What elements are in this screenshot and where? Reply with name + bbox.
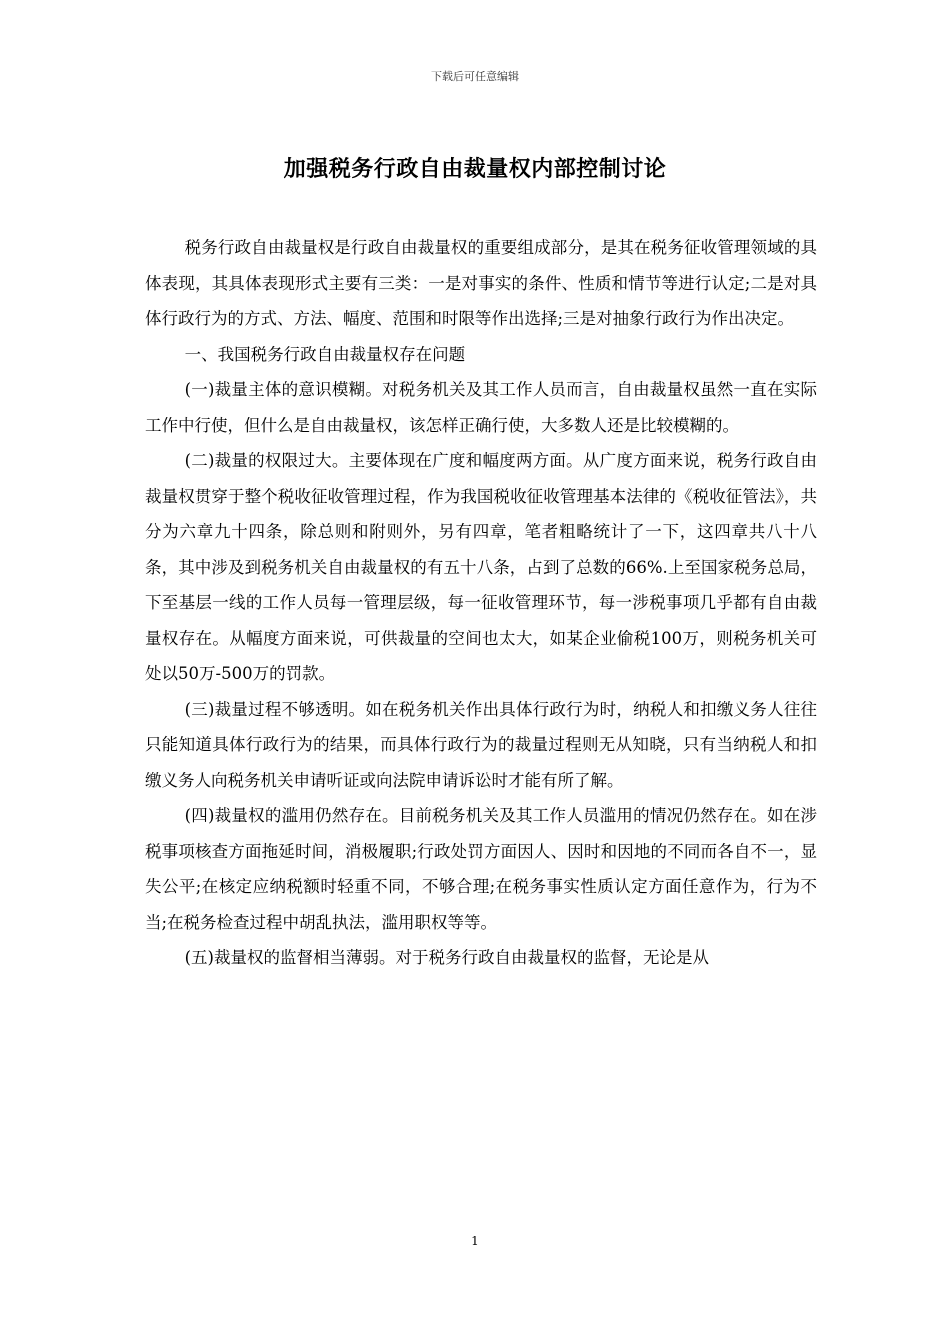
- paragraph-item-5: (五)裁量权的监督相当薄弱。对于税务行政自由裁量权的监督，无论是从: [184, 948, 709, 967]
- paragraph-item-4: (四)裁量权的滥用仍然存在。目前税务机关及其工作人员滥用的情况仍然存在。如在涉税事项核查方面拖延时间，消极履职;行政处罚方面因人、因时和因地的不同而各自不一，显失公平;在核定应纳税额时轻重不同，不够合理;在税务事实性质认定方面任意作为，行为不当;在税务检查过程中胡乱执法，滥用职权等等。: [145, 806, 817, 932]
- page-number: 1: [471, 1234, 479, 1248]
- paragraph-item-1: (一)裁量主体的意识模糊。对税务机关及其工作人员而言，自由裁量权虽然一直在实际工作中行使，但什么是自由裁量权，该怎样正确行使，大多数人还是比较模糊的。: [145, 380, 817, 435]
- document-body: [145, 230, 817, 976]
- paragraph-intro: 税务行政自由裁量权是行政自由裁量权的重要组成部分，是其在税务征收管理领域的具体表现，其具体表现形式主要有三类：一是对事实的条件、性质和情节等进行认定;二是对具体行政行为的方式、方法、幅度、范围和时限等作出选择;三是对抽象行政行为作出决定。: [145, 238, 817, 328]
- paragraph-item-2: (二)裁量的权限过大。主要体现在广度和幅度两方面。从广度方面来说，税务行政自由裁量权贯穿于整个税收征收管理过程，作为我国税收征收管理基本法律的《税收征管法》，共分为六章九十四条，除总则和附则外，另有四章，笔者粗略统计了一下，这四章共八十八条，其中涉及到税务机关自由裁量权的有五十八条，占到了总数的66%.上至国家税务总局，下至基层一线的工作人员每一管理层级，每一征收管理环节，每一涉税事项几乎都有自由裁量权存在。从幅度方面来说，可供裁量的空间也太大，如某企业偷税100万，则税务机关可处以50万-500万的罚款。: [145, 451, 817, 683]
- paragraph-item-3: (三)裁量过程不够透明。如在税务机关作出具体行政行为时，纳税人和扣缴义务人往往只能知道具体行政行为的结果，而具体行政行为的裁量过程则无从知晓，只有当纳税人和扣缴义务人向税务机关申请听证或向法院申请诉讼时才能有所了解。: [145, 699, 817, 790]
- header-note: 下载后可任意编辑: [431, 70, 519, 83]
- document-title: 加强税务行政自由裁量权内部控制讨论: [283, 156, 667, 182]
- section-heading-problems: 一、我国税务行政自由裁量权存在问题: [184, 344, 466, 364]
